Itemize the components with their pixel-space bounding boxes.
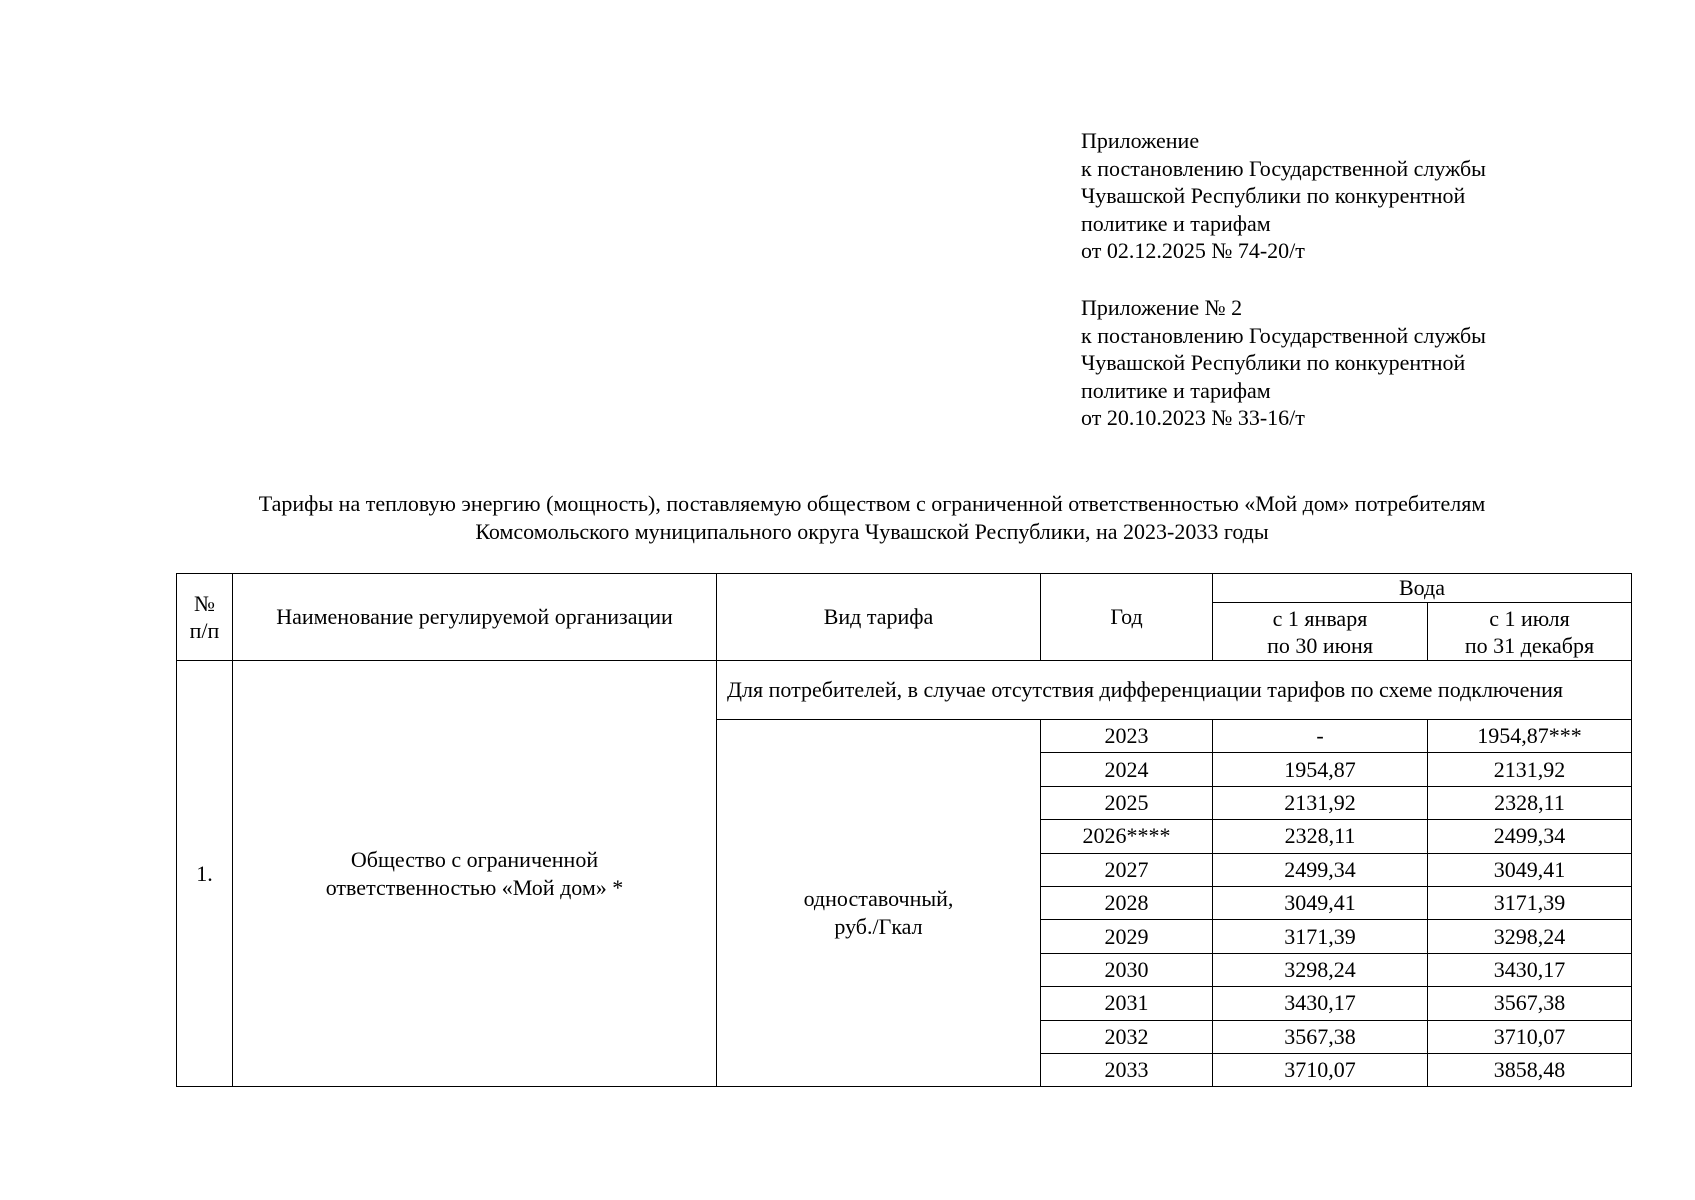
year-cell: 2028 [1041,886,1213,919]
header-row-1 [177,574,1632,603]
tariff-h2-cell: 3710,07 [1428,1020,1632,1053]
appendix-line: от 02.12.2025 № 74-20/т [1081,238,1305,264]
header-period-2: с 1 июля по 31 декабря [1428,603,1632,661]
header-water: Вода [1213,574,1632,603]
header-organization: Наименование регулируемой организации [233,574,717,661]
tariff-h1-cell: 3710,07 [1213,1053,1428,1086]
header-period-1: с 1 января по 30 июня [1213,603,1428,661]
tariff-h2-cell: 3858,48 [1428,1053,1632,1086]
appendix-current-header [1081,127,1486,265]
tariff-h1-cell: 2499,34 [1213,853,1428,886]
appendix-line: Приложение № 2 [1081,295,1243,320]
year-cell: 2027 [1041,853,1213,886]
tariff-h1-cell: 3298,24 [1213,953,1428,986]
condition-row [177,661,1632,720]
condition-text: Для потребителей, в случае отсутствия дифференциации тарифов по схеме подключения [717,661,1632,720]
header-year: Год [1041,574,1213,661]
tariff-h2-cell: 3298,24 [1428,920,1632,953]
year-cell: 2029 [1041,920,1213,953]
appendix-line: политике и тарифам [1081,377,1271,403]
year-cell: 2024 [1041,753,1213,786]
tariff-h1-cell: 2328,11 [1213,820,1428,853]
tariff-h1-cell: 3049,41 [1213,886,1428,919]
tariff-h2-cell: 3049,41 [1428,853,1632,886]
tariff-h1-cell: 3430,17 [1213,987,1428,1020]
header-tariff-type: Вид тарифа [717,574,1041,661]
tariff-h2-cell: 2328,11 [1428,786,1632,819]
appendix-line: Приложение [1081,128,1200,153]
tariff-h2-cell: 2131,92 [1428,753,1632,786]
title-line-1: Тарифы на тепловую энергию (мощность), поставляемую обществом с ограниченной ответственностью «Мой дом» потребителям [258,491,1486,516]
tariff-h2-cell: 2499,34 [1428,820,1632,853]
row-number: 1. [177,661,233,1087]
year-cell: 2030 [1041,953,1213,986]
tariff-h1-cell: 3567,38 [1213,1020,1428,1053]
tariff-h1-cell: 3171,39 [1213,920,1428,953]
header-number: № п/п [177,574,233,661]
year-cell: 2023 [1041,720,1213,753]
tariff-type: одноставочный, руб./Гкал [717,720,1041,1087]
tariff-h2-cell: 3171,39 [1428,886,1632,919]
year-cell: 2032 [1041,1020,1213,1053]
appendix-line: от 20.10.2023 № 33-16/т [1081,405,1305,431]
tariff-h1-cell: 1954,87 [1213,753,1428,786]
appendix-previous-header [1081,294,1486,432]
tariff-h2-cell: 3430,17 [1428,953,1632,986]
tariff-h1-cell: 2131,92 [1213,786,1428,819]
year-cell: 2031 [1041,987,1213,1020]
year-cell: 2026**** [1041,820,1213,853]
year-cell: 2025 [1041,786,1213,819]
tariff-table [176,573,1632,1087]
appendix-line: политике и тарифам [1081,210,1271,236]
appendix-line: к постановлению Государственной службы [1081,155,1486,181]
tariff-h1-cell: - [1213,720,1428,753]
tariff-h2-cell: 3567,38 [1428,987,1632,1020]
appendix-line: Чувашской Республики по конкурентной [1081,183,1466,209]
appendix-line: Чувашской Республики по конкурентной [1081,350,1466,376]
organization-name: Общество с ограниченной ответственностью «Мой дом» * [233,661,717,1087]
appendix-line: к постановлению Государственной службы [1081,322,1486,348]
title-line-2: Комсомольского муниципального округа Чувашской Республики, на 2023-2033 годы [475,518,1269,544]
year-cell: 2033 [1041,1053,1213,1086]
tariff-h2-cell: 1954,87*** [1428,720,1632,753]
document-title [176,490,1568,545]
